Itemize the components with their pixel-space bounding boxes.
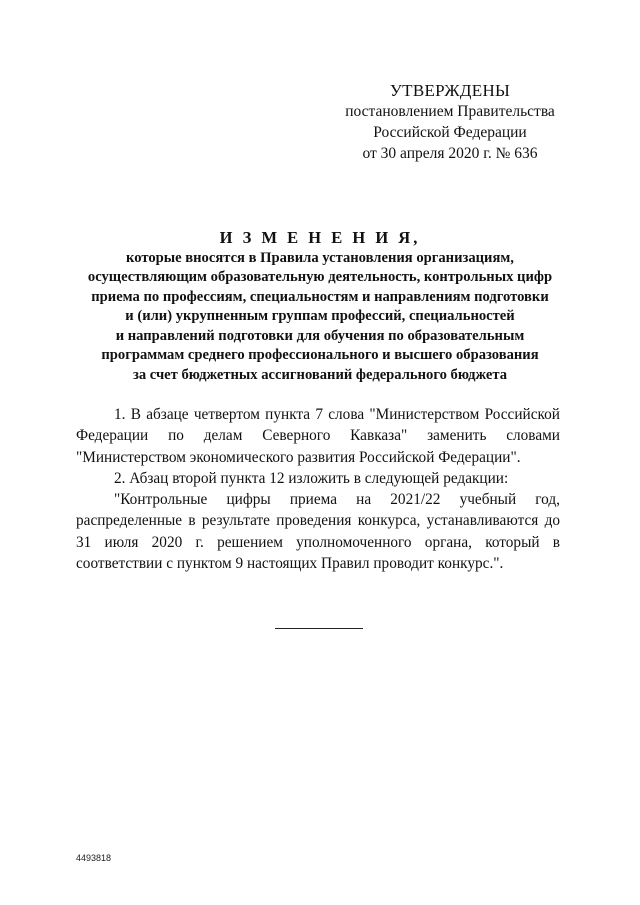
end-divider xyxy=(275,628,363,629)
paragraph-1: 1. В абзаце четвертом пункта 7 слова "Министерством Российской Федерации по делам Северного Кавказа" заменить словами "Министерством экономического развития Российской Федерации". xyxy=(76,406,560,466)
approval-line-2: Российской Федерации xyxy=(373,124,527,141)
title-line: осуществляющим образовательную деятельность, контрольных цифр xyxy=(87,269,553,285)
title-line: за счет бюджетных ассигнований федерального бюджета xyxy=(132,366,508,383)
approval-heading: УТВЕРЖДЕНЫ xyxy=(389,81,511,100)
document-body xyxy=(76,404,560,574)
document-title xyxy=(60,228,580,385)
paragraph-3: "Контрольные цифры приема на 2021/22 учебный год, распределенные в результате проведения конкурса, устанавливаются до 31 июля 2020 г. решением уполномоченного органа, который в соответствии с пунктом 9 настоящих Правил проводит конкурс.". xyxy=(76,491,560,573)
title-main: И З М Е Н Е Н И Я, xyxy=(219,228,421,247)
title-line: и направлений подготовки для обучения по образовательным xyxy=(115,327,525,344)
paragraph-2: 2. Абзац второй пункта 12 изложить в следующей редакции: xyxy=(114,469,509,487)
approval-line-3: от 30 апреля 2020 г. № 636 xyxy=(362,145,538,162)
title-line: которые вносятся в Правила установления организациям, xyxy=(126,249,514,266)
approval-block xyxy=(330,80,570,164)
document-number: 4493818 xyxy=(76,853,112,863)
title-line: приема по профессиям, специальностям и направлениям подготовки xyxy=(91,288,549,305)
approval-line-1: постановлением Правительства xyxy=(345,103,555,120)
title-line: и (или) укрупненным группам профессий, специальностей xyxy=(125,308,515,324)
title-line: программам среднего профессионального и высшего образования xyxy=(101,347,539,363)
